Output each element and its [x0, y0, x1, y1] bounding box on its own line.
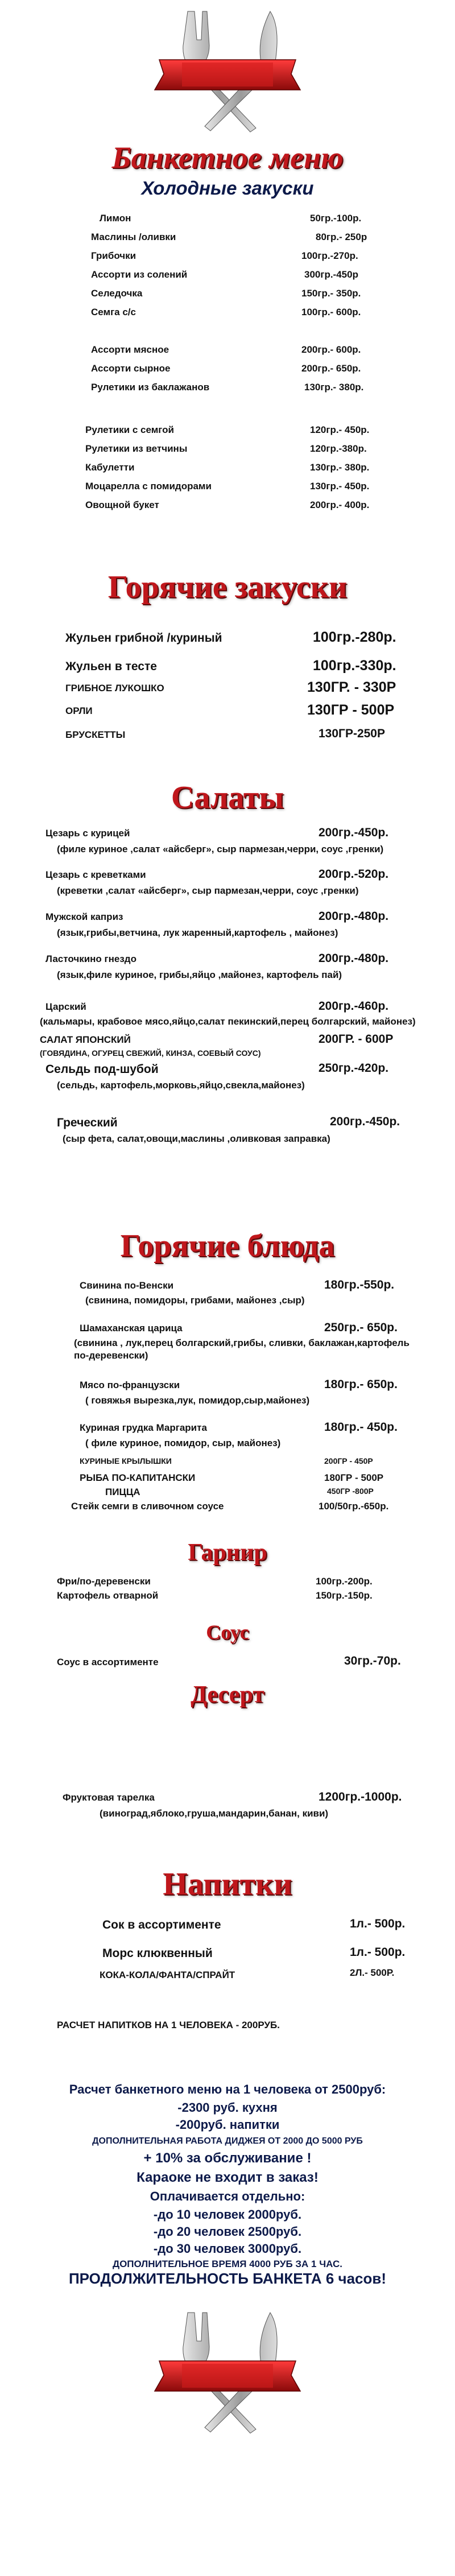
list-item: Жульен грибной /куриный	[65, 631, 222, 645]
list-item-desc: (ГОВЯДИНА, ОГУРЕЦ СВЕЖИЙ, КИНЗА, СОЕВЫЙ СОУС)	[40, 1048, 261, 1058]
list-item-price: 1200гр.-1000р.	[318, 1790, 402, 1803]
menu-title: Банкетное меню	[111, 141, 344, 175]
list-item-price: 250гр.-420р.	[318, 1062, 389, 1075]
list-item-price: 100гр.-200р.	[316, 1576, 373, 1587]
list-item: Шамаханская царица	[80, 1323, 183, 1334]
list-item: Маслины /оливки	[91, 232, 176, 242]
fork-knife-ribbon-icon	[142, 2307, 313, 2438]
list-item: Мужской каприз	[46, 911, 123, 922]
footer-line: Караоке не входит в заказ!	[136, 2170, 318, 2185]
list-item: Греческий	[57, 1116, 118, 1129]
list-item-price: 100/50гр.-650р.	[318, 1501, 389, 1512]
list-item: Жульен в тесте	[65, 660, 157, 673]
list-item: Свинина по-Венски	[80, 1280, 174, 1291]
footer-line: ДОПОЛНИТЕЛЬНОЕ ВРЕМЯ 4000 РУБ ЗА 1 ЧАС.	[112, 2259, 343, 2269]
list-item-price: 120гр.-380р.	[310, 443, 367, 454]
list-item: Цезарь с курицей	[46, 828, 130, 839]
list-item-price: 130гр.- 450р.	[310, 481, 370, 492]
drinks-heading: Напитки	[163, 1867, 292, 1902]
list-item: Сельдь под-шубой	[46, 1063, 159, 1076]
garnish-heading: Гарнир	[188, 1539, 267, 1566]
list-item-price: 100гр.- 600р.	[301, 307, 361, 317]
list-item-price: 130гр.- 380р.	[310, 462, 370, 473]
hot-snacks-heading: Горячие закуски	[107, 569, 348, 605]
list-item-price: 80гр.- 250р	[316, 232, 367, 242]
list-item: Селедочка	[91, 288, 143, 299]
list-item: Ассорти сырное	[91, 363, 171, 374]
list-item-desc: (сыр фета, салат,овощи,маслины ,оливковая заправка)	[63, 1133, 330, 1144]
list-item: Грибочки	[91, 250, 136, 261]
footer-line: ПРОДОЛЖИТЕЛЬНОСТЬ БАНКЕТА 6 часов!	[68, 2270, 387, 2287]
list-item: ГРИБНОЕ ЛУКОШКО	[65, 683, 164, 693]
list-item: Соус в ассортименте	[57, 1657, 159, 1667]
footer-line: -2300 руб. кухня	[177, 2100, 278, 2115]
list-item: САЛАТ ЯПОНСКИЙ	[40, 1034, 131, 1045]
list-item: Фри/по-деревенски	[57, 1576, 151, 1587]
list-item-price: 250гр.- 650р.	[324, 1321, 398, 1334]
list-item: Овощной букет	[85, 499, 159, 510]
list-item: РЫБА ПО-КАПИТАНСКИ	[80, 1472, 196, 1483]
list-item: Царский	[46, 1001, 86, 1012]
footer-line: -200руб. напитки	[175, 2117, 280, 2132]
footer-line: Расчет банкетного меню на 1 человека от 2500руб:	[69, 2082, 386, 2096]
list-item-price: 50гр.-100р.	[310, 213, 362, 224]
list-item: Стейк семги в сливочном соусе	[71, 1501, 224, 1512]
list-item-price: 200гр.- 600р.	[301, 344, 361, 355]
list-item: Морс клюквенный	[102, 1947, 213, 1960]
list-item-price: 130ГР - 500Р	[307, 702, 395, 718]
list-item-price: 200гр.-460р.	[318, 1000, 389, 1013]
list-item-price: 150гр.- 350р.	[301, 288, 361, 299]
list-item-price: 180гр.-550р.	[324, 1278, 395, 1291]
list-item: Сок в ассортименте	[102, 1918, 221, 1931]
list-item-price: 450ГР -800Р	[327, 1487, 374, 1496]
list-item-price: 200гр.- 650р.	[301, 363, 361, 374]
list-item-desc: (филе куриное ,салат «айсберг», сыр пармезан,черри, соус ,гренки)	[57, 844, 384, 854]
sauce-heading: Соус	[206, 1621, 249, 1644]
list-item-price: 30гр.-70р.	[344, 1654, 401, 1667]
cold-snacks-heading: Холодные закуски	[141, 177, 314, 199]
list-item-price: 200гр.-480р.	[318, 910, 389, 923]
list-item: ПИЦЦА	[105, 1487, 140, 1497]
list-item-price: 200гр.- 400р.	[310, 499, 370, 510]
list-item-price: 130ГР-250Р	[318, 727, 385, 740]
list-item-price: 130ГР. - 330Р	[307, 679, 396, 695]
list-item-desc: (сельдь, картофель,морковь,яйцо,свекла,майонез)	[57, 1080, 305, 1091]
list-item-desc: (виноград,яблоко,груша,мандарин,банан, киви)	[100, 1808, 329, 1819]
list-item: Мясо по-французски	[80, 1380, 180, 1390]
list-item-price: 1л.- 500р.	[350, 1946, 406, 1959]
list-item: БРУСКЕТТЫ	[65, 729, 126, 740]
list-item: Картофель отварной	[57, 1590, 159, 1601]
list-item-desc: ( говяжья вырезка,лук, помидор,сыр,майонез)	[85, 1395, 310, 1406]
list-item: Рулетики из ветчины	[85, 443, 188, 454]
list-item: ОРЛИ	[65, 705, 93, 716]
footer-line: -до 20 человек 2500руб.	[153, 2224, 302, 2239]
list-item: Ассорти мясное	[91, 344, 169, 355]
list-item-desc: (свинина, помидоры, грибами, майонез ,сыр)	[85, 1295, 305, 1306]
list-item: КОКА-КОЛА/ФАНТА/СПРАЙТ	[100, 1970, 235, 1980]
footer-line: Оплачивается отдельно:	[150, 2189, 305, 2203]
list-item-price: 120гр.- 450р.	[310, 424, 370, 435]
list-item: Кабулетти	[85, 462, 135, 473]
list-item: Куриная грудка Маргарита	[80, 1422, 207, 1433]
footer-line: -до 10 человек 2000руб.	[153, 2207, 302, 2222]
list-item: КУРИНЫЕ КРЫЛЫШКИ	[80, 1456, 172, 1465]
list-item: Семга с/с	[91, 307, 136, 317]
list-item: Цезарь с креветками	[46, 869, 146, 880]
list-item-desc: (кальмары, крабовое мясо,яйцо,салат пекинский,перец болгарский, майонез)	[40, 1016, 416, 1027]
drinks-note: РАСЧЕТ НАПИТКОВ НА 1 ЧЕЛОВЕКА - 200РУБ.	[57, 2020, 280, 2030]
dessert-heading: Десерт	[191, 1682, 264, 1708]
list-item-price: 300гр.-450р	[304, 269, 358, 280]
list-item: Фруктовая тарелка	[63, 1792, 155, 1803]
list-item-price: 200гр.-450р.	[330, 1115, 400, 1128]
list-item: Лимон	[100, 213, 131, 224]
list-item-price: 200гр.-450р.	[318, 826, 389, 839]
list-item-price: 200гр.-520р.	[318, 868, 389, 881]
list-item-desc: (свинина , лук,перец болгарский,грибы, сливки, баклажан,картофель по-деревенски)	[74, 1337, 410, 1361]
list-item: Ласточкино гнездо	[46, 953, 136, 964]
list-item: Рулетики с семгой	[85, 424, 174, 435]
salads-heading: Салаты	[171, 780, 284, 815]
list-item-price: 200ГР - 450Р	[324, 1456, 373, 1465]
list-item-price: 200ГР. - 600Р	[318, 1033, 394, 1046]
footer-line: + 10% за обслуживание !	[143, 2150, 312, 2166]
list-item-desc: (креветки ,салат «айсберг», сыр пармезан,черри, соус ,гренки)	[57, 885, 359, 896]
list-item: Рулетики из баклажанов	[91, 382, 210, 393]
list-item-price: 130гр.- 380р.	[304, 382, 364, 393]
list-item-desc: (язык,грибы,ветчина, лук жаренный,картофель , майонез)	[57, 927, 338, 938]
list-item-price: 180ГР - 500Р	[324, 1472, 384, 1483]
list-item-price: 100гр.-330р.	[313, 658, 396, 674]
list-item-desc: (язык,филе куриное, грибы,яйцо ,майонез, картофель пай)	[57, 969, 342, 980]
list-item-desc: ( филе куриное, помидор, сыр, майонез)	[85, 1438, 281, 1448]
fork-knife-ribbon-icon	[142, 6, 313, 137]
list-item-price: 100гр.-280р.	[313, 629, 396, 645]
list-item-price: 150гр.-150р.	[316, 1590, 373, 1601]
list-item-price: 100гр.-270р.	[301, 250, 358, 261]
footer-line: ДОПОЛНИТЕЛЬНАЯ РАБОТА ДИДЖЕЯ ОТ 2000 ДО 5000 РУБ	[92, 2136, 363, 2146]
footer-line: -до 30 человек 3000руб.	[153, 2241, 302, 2256]
list-item-price: 2Л.- 500Р.	[350, 1967, 395, 1978]
list-item-price: 180гр.- 650р.	[324, 1378, 398, 1391]
list-item-price: 1л.- 500р.	[350, 1917, 406, 1930]
list-item: Ассорти из солений	[91, 269, 188, 280]
list-item-price: 200гр.-480р.	[318, 952, 389, 965]
list-item: Моцарелла с помидорами	[85, 481, 212, 492]
list-item-price: 180гр.- 450р.	[324, 1421, 398, 1434]
hot-dishes-heading: Горячие блюда	[120, 1228, 335, 1264]
